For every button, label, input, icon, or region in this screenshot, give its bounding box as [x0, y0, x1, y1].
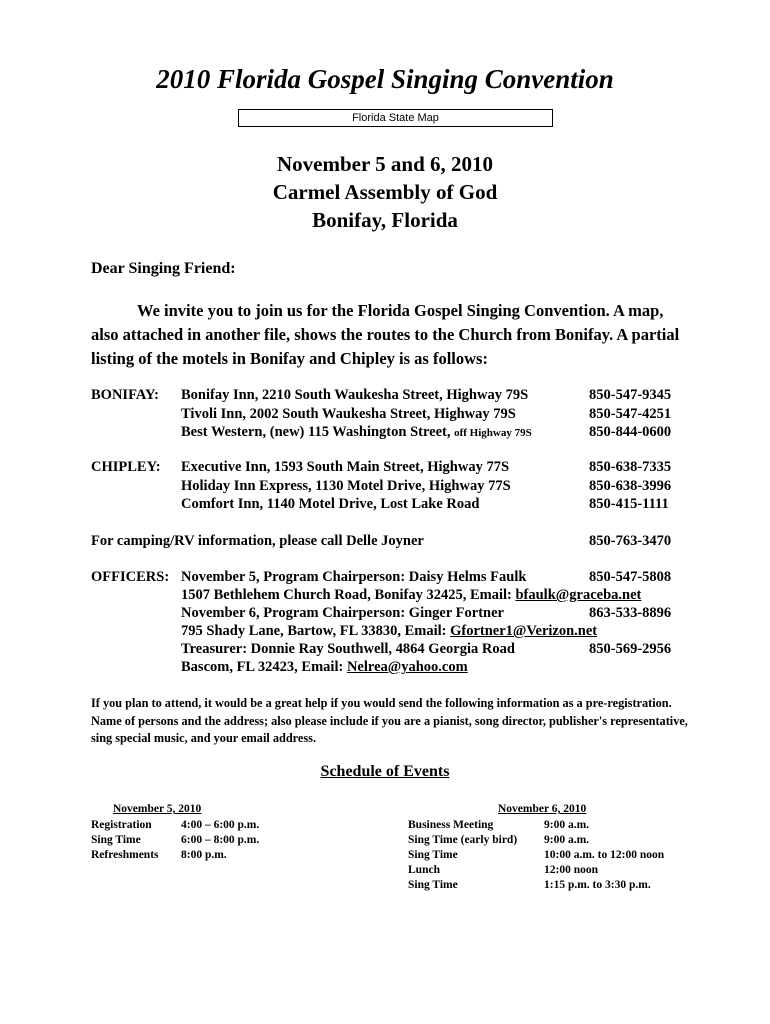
schedule-title: Schedule of Events: [320, 763, 450, 780]
motel-entry: Holiday Inn Express, 1130 Motel Drive, Highway 77S: [181, 478, 511, 494]
motel-entry: [181, 424, 532, 441]
greeting: Dear Singing Friend:: [91, 260, 236, 277]
motel-entry: Comfort Inn, 1140 Motel Drive, Lost Lake Road: [181, 496, 480, 512]
officer-line: [181, 623, 597, 640]
email-link[interactable]: Gfortner1@Verizon.net: [450, 623, 598, 639]
officer-address: Bascom, FL 32423, Email:: [181, 659, 347, 675]
motel-phone: 850-844-0600: [589, 424, 672, 440]
officer-phone: 863-533-8896: [589, 605, 672, 621]
motel-entry: Bonifay Inn, 2210 South Waukesha Street, Highway 79S: [181, 387, 529, 403]
schedule-time: 6:00 – 8:00 p.m.: [181, 834, 260, 846]
schedule-time: 1:15 p.m. to 3:30 p.m.: [544, 879, 651, 891]
schedule-event: Refreshments: [91, 849, 159, 861]
page-title: 2010 Florida Gospel Singing Convention: [156, 64, 614, 94]
schedule-event: Sing Time: [91, 834, 141, 846]
chipley-label: CHIPLEY:: [91, 459, 161, 475]
email-link[interactable]: Nelrea@yahoo.com: [346, 659, 468, 675]
schedule-event: Sing Time: [408, 849, 458, 861]
schedule-time: 9:00 a.m.: [544, 819, 590, 831]
officer-line: November 6, Program Chairperson: Ginger Fortner: [181, 605, 504, 621]
officer-phone: 850-547-5808: [589, 569, 672, 585]
registration-note: If you plan to attend, it would be a great help if you would send the following information as a pre-registration. Name of persons and the address; also please include if you are a pianist, song director, publisher's representative, sing special music, and your email address.: [91, 696, 688, 745]
schedule-time: 10:00 a.m. to 12:00 noon: [544, 849, 665, 861]
bonifay-label: BONIFAY:: [91, 387, 159, 403]
map-link-box[interactable]: Florida State Map: [238, 109, 553, 127]
schedule-time: 9:00 a.m.: [544, 834, 590, 846]
schedule-event: Registration: [91, 819, 152, 831]
schedule-event: Sing Time (early bird): [408, 834, 518, 846]
intro-paragraph: We invite you to join us for the Florida Gospel Singing Convention. A map, also attached in another file, shows the routes to the Church from Bonifay. A partial listing of the motels in Bonifay and Chipley is as follows:: [91, 301, 680, 368]
day2-heading: November 6, 2010: [498, 803, 587, 815]
motel-entry-text: Best Western, (new) 115 Washington Street,: [181, 424, 455, 440]
event-city: Bonifay, Florida: [312, 208, 458, 232]
event-date: November 5 and 6, 2010: [276, 152, 494, 176]
officer-line: Treasurer: Donnie Ray Southwell, 4864 Georgia Road: [181, 641, 515, 657]
motel-entry: Executive Inn, 1593 South Main Street, Highway 77S: [181, 459, 510, 475]
camping-phone: 850-763-3470: [589, 533, 672, 549]
motel-entry-suffix: off Highway 79S: [454, 427, 532, 439]
schedule-event: Lunch: [408, 864, 440, 876]
officer-line: [181, 587, 641, 604]
motel-entry: Tivoli Inn, 2002 South Waukesha Street, Highway 79S: [181, 406, 516, 422]
camping-info: For camping/RV information, please call Delle Joyner: [91, 533, 424, 549]
schedule-time: 8:00 p.m.: [181, 849, 227, 861]
schedule-event: Business Meeting: [408, 819, 494, 831]
motel-phone: 850-547-4251: [589, 406, 672, 422]
schedule-time: 4:00 – 6:00 p.m.: [181, 819, 260, 831]
officer-phone: 850-569-2956: [589, 641, 672, 657]
officers-label: OFFICERS:: [91, 569, 170, 585]
motel-phone: 850-638-7335: [589, 459, 672, 475]
officer-line: [181, 659, 468, 676]
motel-phone: 850-638-3996: [589, 478, 672, 494]
motel-phone: 850-547-9345: [589, 387, 672, 403]
motel-phone: 850-415-1111: [589, 496, 669, 512]
event-venue: Carmel Assembly of God: [272, 180, 498, 204]
schedule-time: 12:00 noon: [544, 864, 598, 876]
officer-address: 795 Shady Lane, Bartow, FL 33830, Email:: [181, 623, 451, 639]
email-link[interactable]: bfaulk@graceba.net: [515, 587, 642, 603]
officer-line: November 5, Program Chairperson: Daisy Helms Faulk: [181, 569, 527, 585]
day1-heading: November 5, 2010: [113, 803, 202, 815]
officer-address: 1507 Bethlehem Church Road, Bonifay 32425, Email:: [181, 587, 516, 603]
schedule-event: Sing Time: [408, 879, 458, 891]
